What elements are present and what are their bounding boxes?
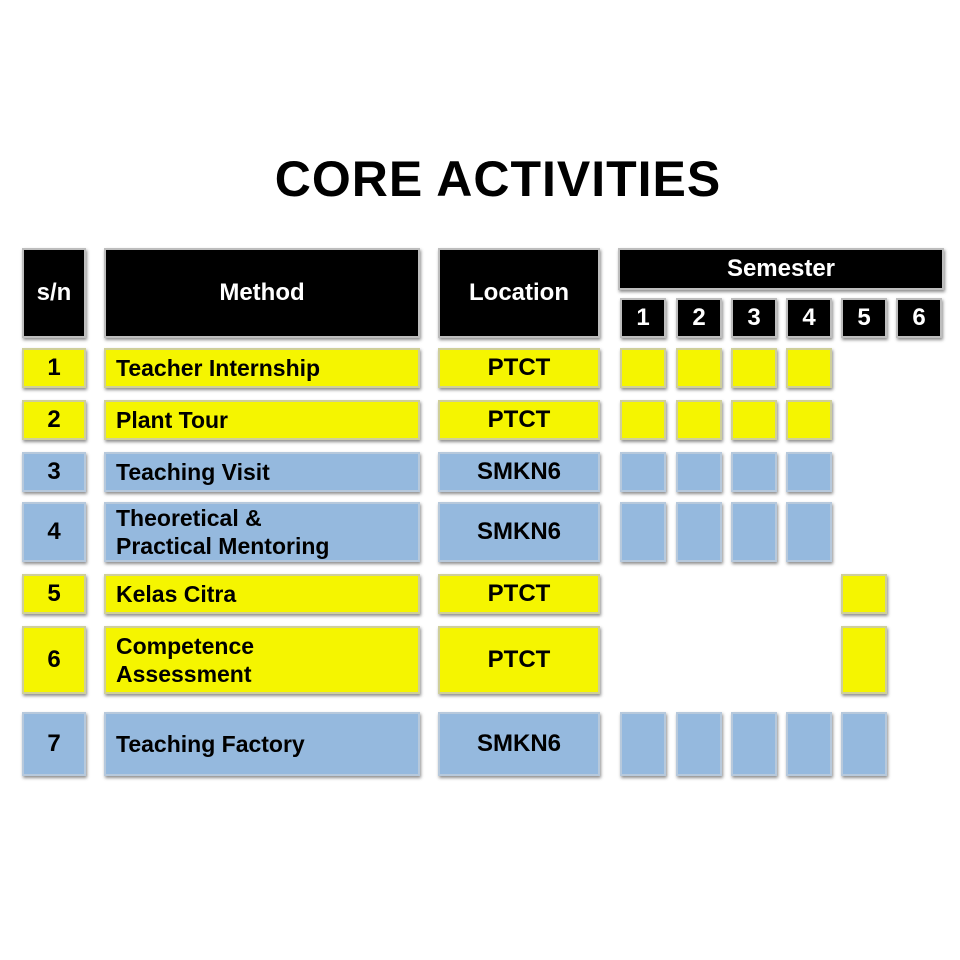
semester-marker-5 [841, 626, 887, 694]
semester-marker-3 [731, 348, 777, 388]
header-semester-1: 1 [620, 298, 666, 338]
header-sn: s/n [22, 248, 86, 338]
page-title: CORE ACTIVITIES [274, 151, 722, 207]
header-semester-6: 6 [896, 298, 942, 338]
row-location-cell [438, 502, 600, 562]
row-method-cell [104, 400, 420, 440]
row-method-cell [104, 452, 420, 492]
row-location-text: SMKN6 [476, 458, 561, 485]
row-location-cell [438, 712, 600, 776]
row-location-cell [438, 626, 600, 694]
semester-marker-1 [620, 712, 666, 776]
semester-marker-3 [731, 712, 777, 776]
row-location-text: PTCT [487, 406, 551, 433]
row-method-cell [104, 626, 420, 694]
semester-marker-4 [786, 348, 832, 388]
row-sn-text: 2 [47, 406, 61, 433]
row-sn-text: 1 [47, 354, 61, 381]
row-method-cell [104, 348, 420, 388]
semester-marker-2 [676, 452, 722, 492]
semester-marker-3 [731, 452, 777, 492]
row-location-cell [438, 348, 600, 388]
header-method: Method [104, 248, 420, 338]
header-semester-4: 4 [786, 298, 832, 338]
semester-marker-2 [676, 400, 722, 440]
row-method-text: Competence Assessment [116, 633, 255, 687]
row-method-cell [104, 574, 420, 614]
row-sn-cell [22, 452, 86, 492]
semester-marker-5 [841, 712, 887, 776]
row-location-text: PTCT [487, 646, 551, 673]
semester-marker-4 [786, 452, 832, 492]
row-sn-text: 3 [47, 458, 61, 485]
row-sn-cell [22, 626, 86, 694]
header-semester-5: 5 [841, 298, 887, 338]
semester-marker-2 [676, 502, 722, 562]
semester-marker-3 [731, 502, 777, 562]
semester-marker-1 [620, 348, 666, 388]
semester-marker-5 [841, 574, 887, 614]
semester-marker-4 [786, 400, 832, 440]
row-sn-cell [22, 400, 86, 440]
row-location-text: PTCT [487, 580, 551, 607]
row-method-cell [104, 712, 420, 776]
row-method-cell [104, 502, 420, 562]
row-location-cell [438, 400, 600, 440]
row-location-cell [438, 574, 600, 614]
row-sn-cell [22, 712, 86, 776]
semester-marker-2 [676, 348, 722, 388]
row-method-text: Plant Tour [116, 407, 229, 433]
row-location-text: SMKN6 [476, 518, 561, 545]
semester-marker-3 [731, 400, 777, 440]
row-sn-text: 7 [47, 730, 61, 757]
semester-marker-2 [676, 712, 722, 776]
row-method-text: Theoretical & Practical Mentoring [116, 505, 330, 559]
row-method-text: Teaching Visit [116, 459, 270, 485]
header-semester-3: 3 [731, 298, 777, 338]
semester-marker-1 [620, 502, 666, 562]
row-method-text: Teacher Internship [116, 355, 321, 381]
semester-marker-4 [786, 712, 832, 776]
row-sn-cell [22, 574, 86, 614]
row-location-text: SMKN6 [476, 730, 561, 757]
row-location-cell [438, 452, 600, 492]
semester-marker-4 [786, 502, 832, 562]
row-sn-text: 6 [47, 646, 61, 673]
row-sn-cell [22, 348, 86, 388]
header-semester-2: 2 [676, 298, 722, 338]
semester-marker-1 [620, 400, 666, 440]
header-semester: Semester [618, 248, 944, 290]
row-location-text: PTCT [487, 354, 551, 381]
row-sn-cell [22, 502, 86, 562]
row-method-text: Teaching Factory [116, 731, 305, 757]
row-sn-text: 5 [47, 580, 61, 607]
row-method-text: Kelas Citra [116, 581, 237, 607]
header-location: Location [438, 248, 600, 338]
semester-marker-1 [620, 452, 666, 492]
row-sn-text: 4 [47, 518, 61, 545]
